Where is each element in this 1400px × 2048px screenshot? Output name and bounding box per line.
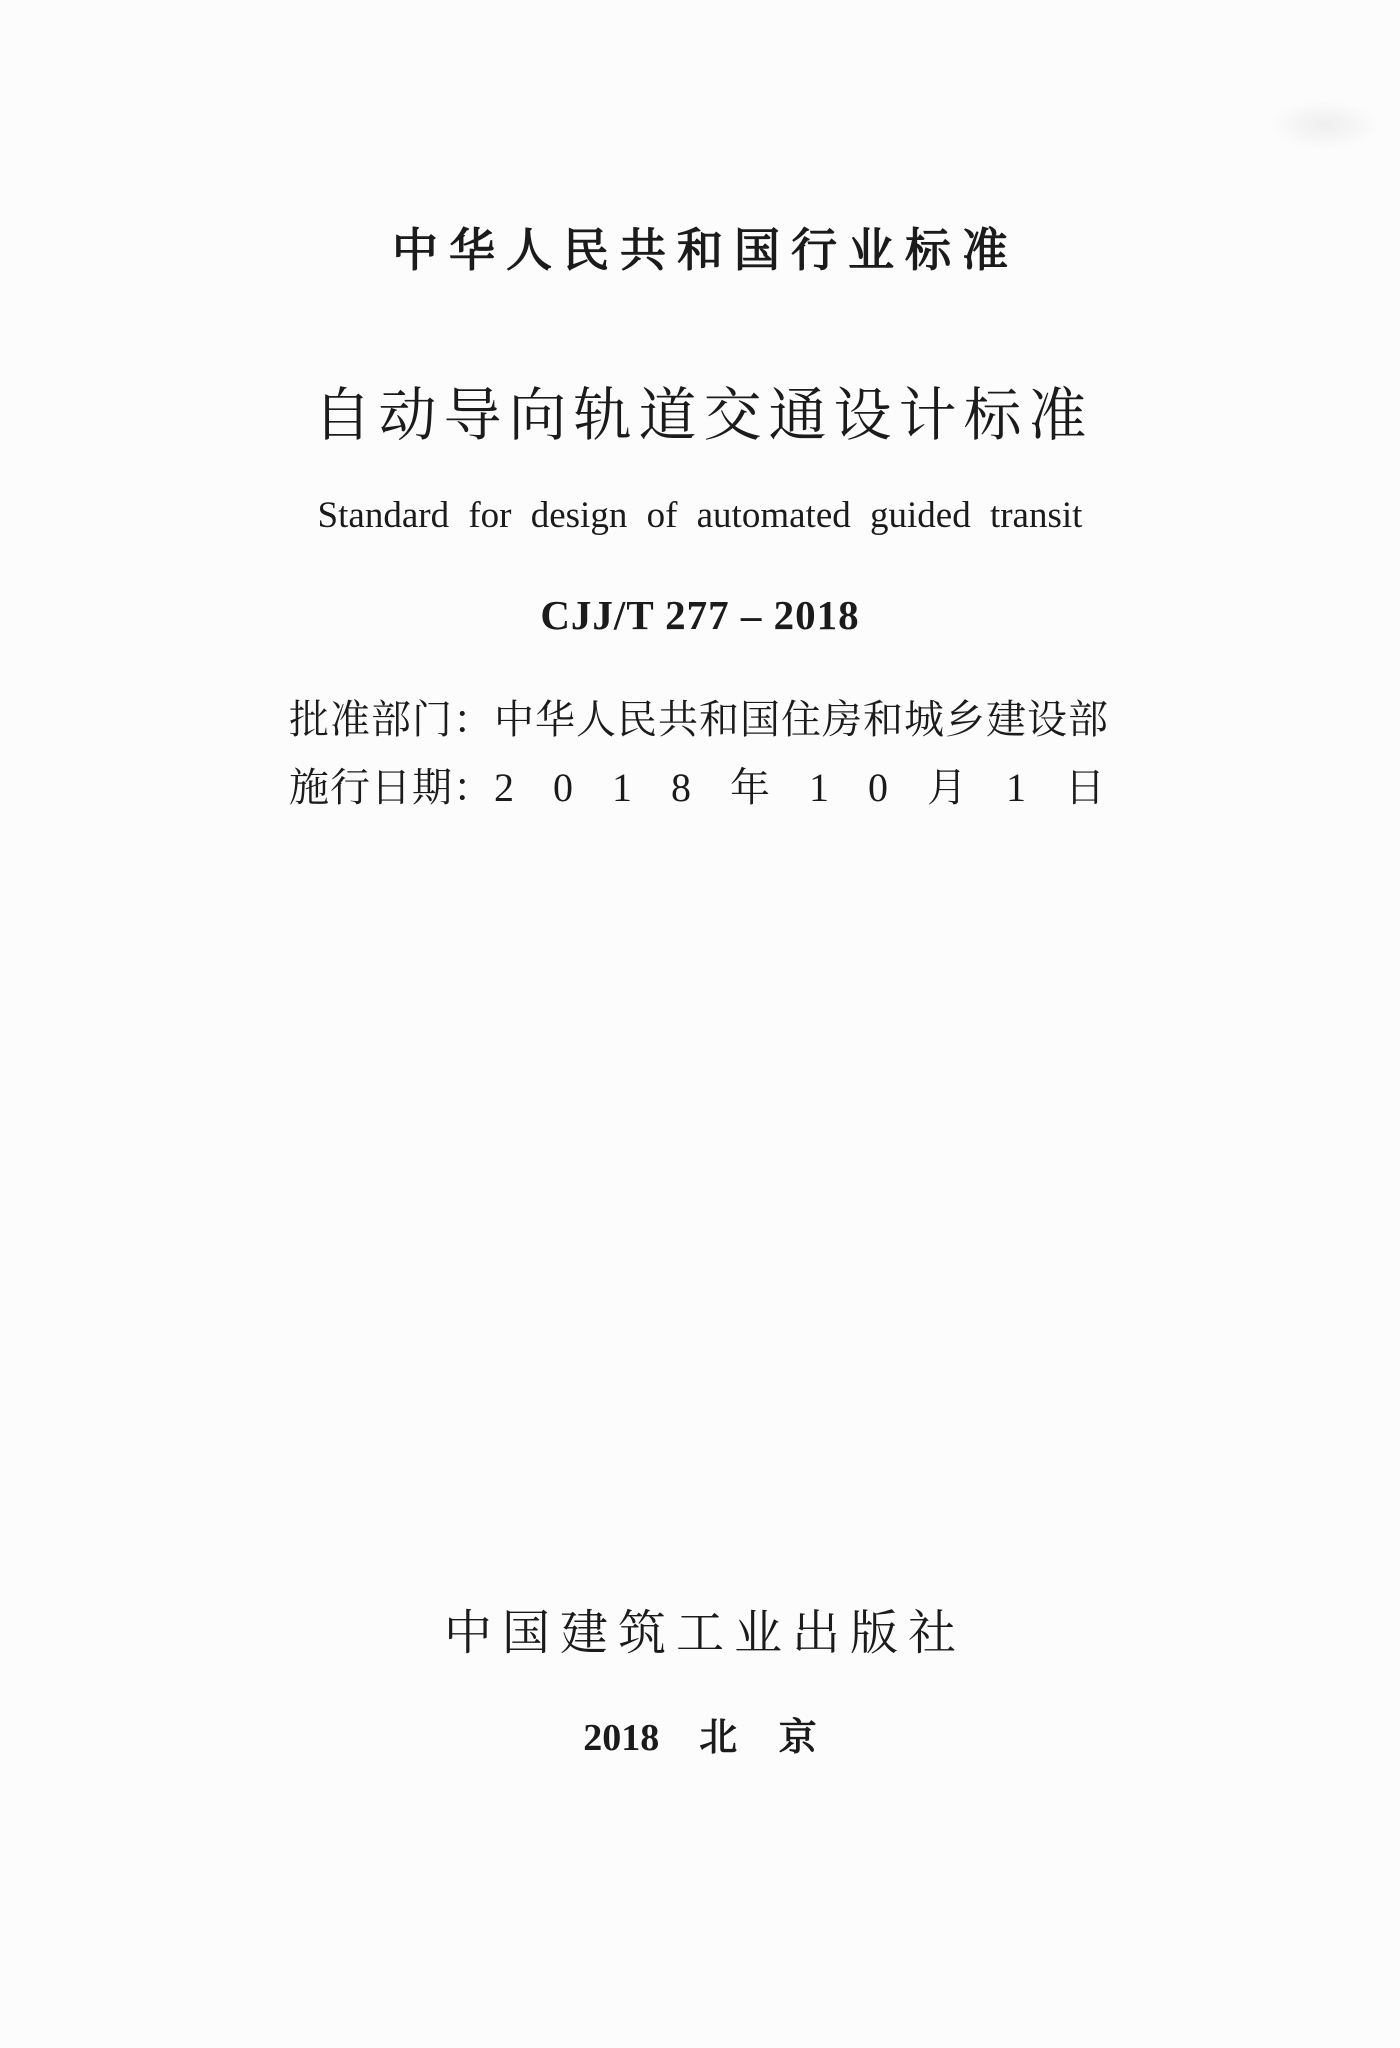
standard-number: CJJ/T 277 – 2018 [540,592,860,638]
edition-line [0,1706,1400,1761]
approval-department-row [289,686,1109,754]
effective-date-row [289,754,1106,822]
approval-department-value: 中华人民共和国住房和城乡建设部 [494,697,1109,742]
edition-year: 2018 [583,1717,660,1759]
standard-title-en: Standard for design of automated guided transit [317,495,1083,536]
standard-category-heading: 中华人民共和国行业标准 [392,224,1019,276]
publisher-name: 中国建筑工业出版社 [443,1607,966,1660]
scan-artifact [1270,100,1380,150]
approval-info-block [289,686,1109,822]
edition-city: 北 京 [699,1717,817,1759]
effective-date-value: 2 0 1 8 年 1 0 月 1 日 [494,765,1106,810]
standard-title-zh: 自动导向轨道交通设计标准 [313,383,1094,448]
approval-department-label: 批准部门： [289,697,494,742]
effective-date-label: 施行日期： [289,765,494,810]
